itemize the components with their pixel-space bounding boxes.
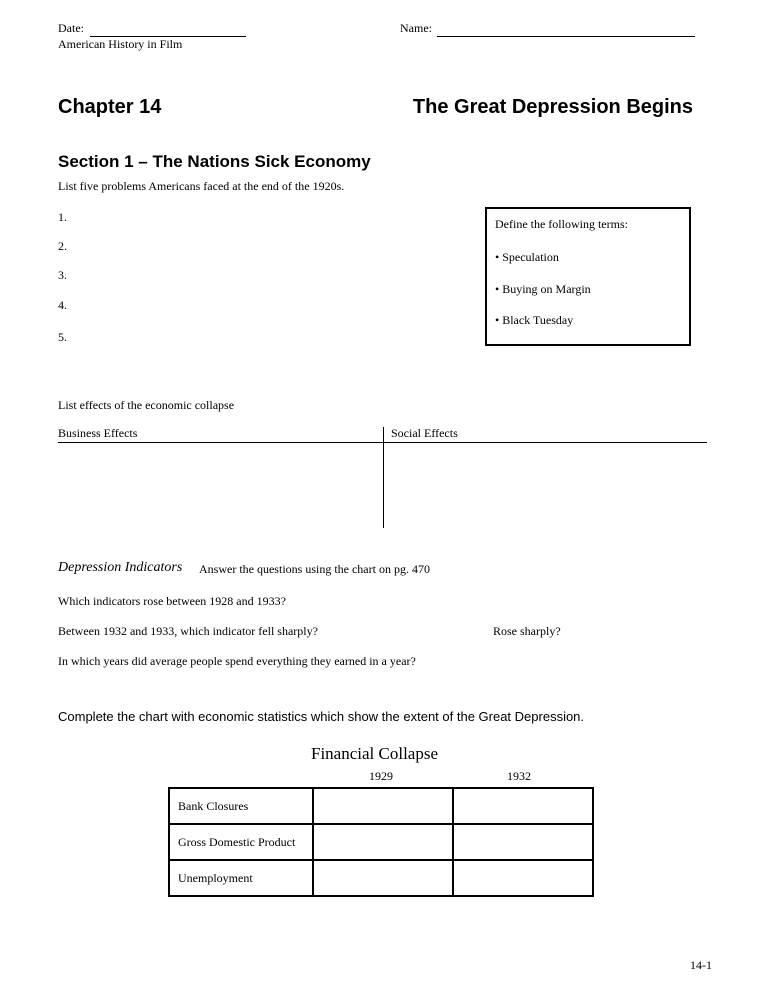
financial-collapse-title: Financial Collapse bbox=[311, 744, 439, 763]
financial-collapse-table bbox=[168, 787, 594, 897]
answer-cell[interactable] bbox=[313, 860, 453, 896]
year-header: 1932 bbox=[507, 769, 531, 783]
question: Which indicators rose between 1928 and 1933? bbox=[58, 594, 286, 608]
problem-item: 1. bbox=[58, 210, 67, 224]
name-label: Name: bbox=[400, 21, 432, 35]
table-row bbox=[169, 824, 593, 860]
business-effects-label: Business Effects bbox=[58, 426, 138, 440]
answer-cell[interactable] bbox=[313, 824, 453, 860]
page-title: The Great Depression Begins bbox=[412, 96, 693, 118]
table-row bbox=[169, 788, 593, 824]
section-heading: Section 1 – The Nations Sick Economy bbox=[58, 152, 371, 171]
row-label: Bank Closures bbox=[169, 788, 313, 824]
chart-prompt: Complete the chart with economic statistics which show the extent of the Great Depression. bbox=[58, 709, 585, 724]
term-item: • Speculation bbox=[495, 250, 559, 264]
indicators-instruction: Answer the questions using the chart on pg. 470 bbox=[199, 562, 430, 576]
page-number: 14-1 bbox=[690, 958, 712, 972]
term-item: • Buying on Margin bbox=[495, 282, 591, 296]
indicators-title: Depression Indicators bbox=[58, 560, 183, 575]
question: Between 1932 and 1933, which indicator fell sharply? bbox=[58, 624, 318, 638]
terms-box bbox=[485, 207, 691, 346]
year-header: 1929 bbox=[369, 769, 393, 783]
answer-cell[interactable] bbox=[313, 788, 453, 824]
problems-prompt: List five problems Americans faced at the end of the 1920s. bbox=[58, 179, 345, 193]
date-label: Date: bbox=[58, 21, 84, 35]
problem-item: 4. bbox=[58, 298, 67, 312]
question: Rose sharply? bbox=[493, 624, 561, 638]
table-row bbox=[169, 860, 593, 896]
answer-cell[interactable] bbox=[453, 788, 593, 824]
course-name: American History in Film bbox=[58, 37, 183, 51]
problem-item: 2. bbox=[58, 239, 67, 253]
social-effects-label: Social Effects bbox=[391, 426, 458, 440]
terms-heading: Define the following terms: bbox=[495, 217, 628, 231]
chapter-heading: Chapter 14 bbox=[58, 96, 162, 118]
effects-prompt: List effects of the economic collapse bbox=[58, 398, 235, 412]
problem-item: 5. bbox=[58, 330, 67, 344]
row-label: Gross Domestic Product bbox=[169, 824, 313, 860]
answer-cell[interactable] bbox=[453, 860, 593, 896]
effects-column-divider bbox=[383, 427, 384, 528]
row-label: Unemployment bbox=[169, 860, 313, 896]
question: In which years did average people spend everything they earned in a year? bbox=[58, 654, 416, 668]
name-blank[interactable] bbox=[437, 36, 695, 37]
term-item: • Black Tuesday bbox=[495, 313, 574, 327]
answer-cell[interactable] bbox=[453, 824, 593, 860]
problem-item: 3. bbox=[58, 268, 67, 282]
